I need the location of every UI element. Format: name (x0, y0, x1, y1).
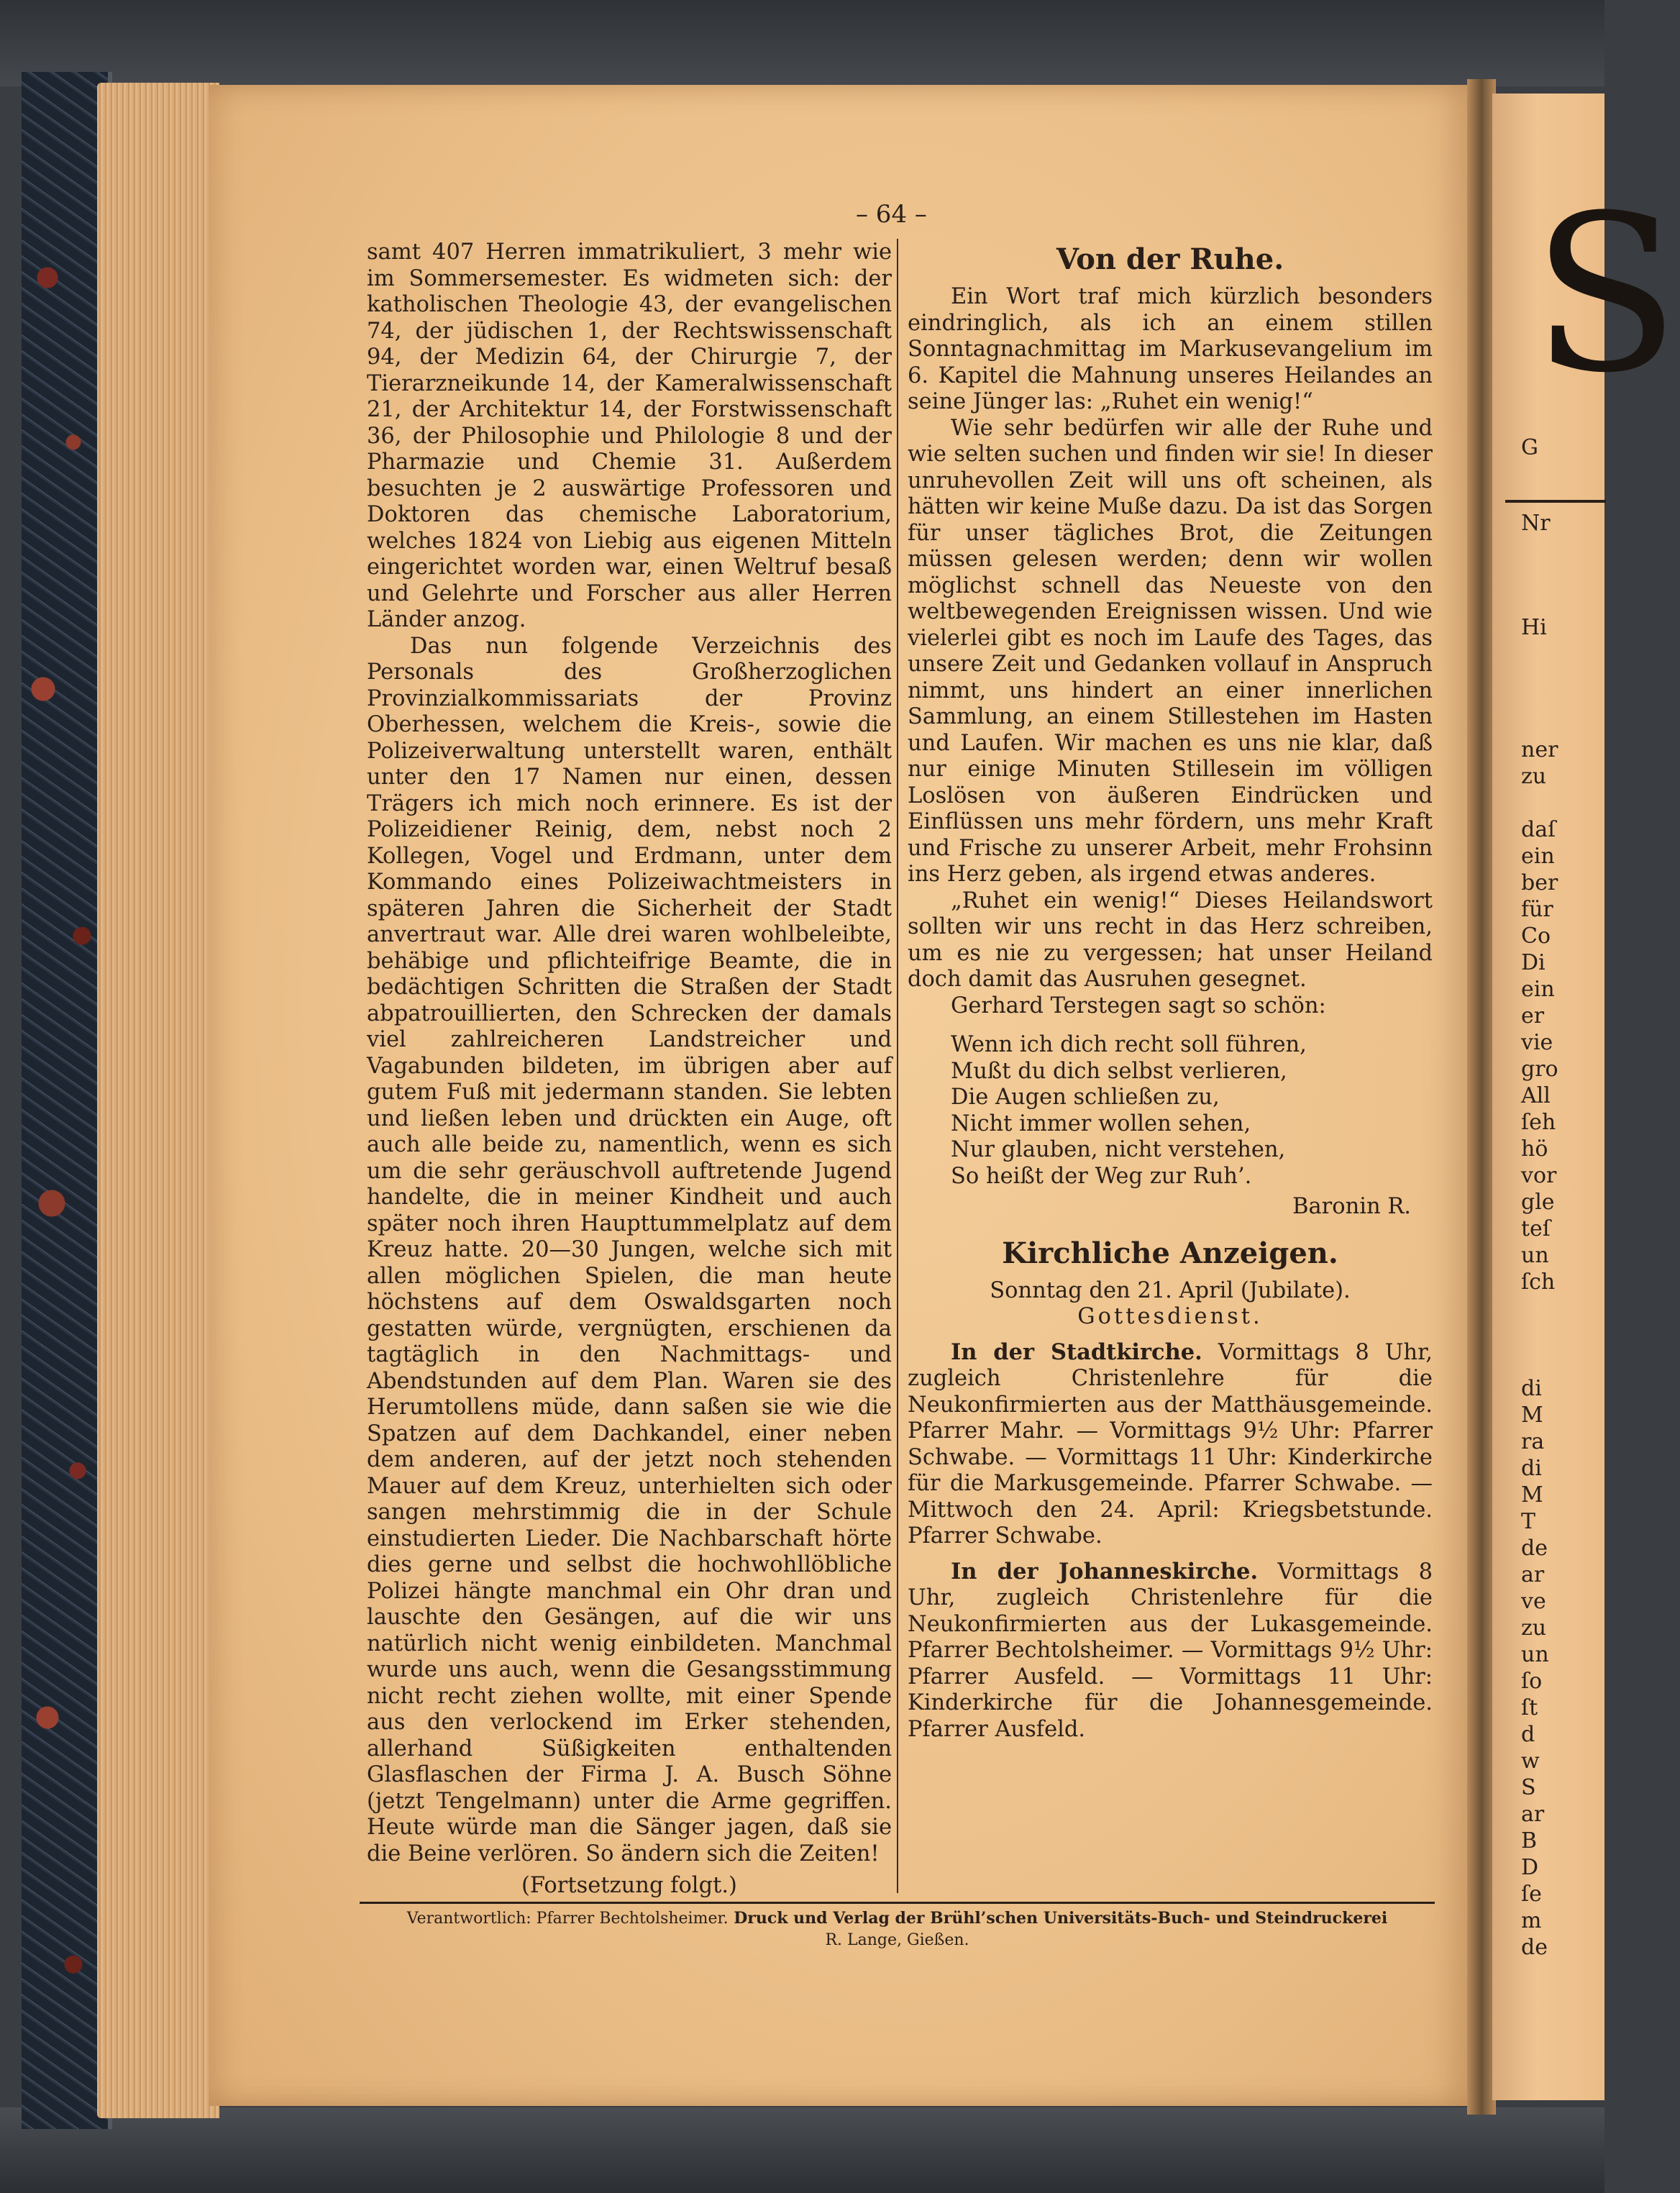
continuation-note: (Fortsetzung folgt.) (521, 1873, 737, 1898)
facing-line: für (1521, 897, 1553, 922)
facing-line: gro (1521, 1057, 1558, 1082)
column-divider (897, 239, 898, 1893)
stadtkirche-label: In der Stadtkirche. (951, 1339, 1202, 1365)
facing-line: ſe (1521, 1882, 1542, 1907)
book-gutter (1467, 79, 1496, 2115)
poem-line: Wenn ich dich recht soll führen, (951, 1032, 1307, 1057)
facing-line: Di (1521, 950, 1546, 975)
facing-line: ar (1521, 1562, 1545, 1587)
facing-line: d (1521, 1722, 1535, 1747)
facing-header-rule (1505, 500, 1606, 503)
stadtkirche-text: Vormittags 8 Uhr, zugleich Christenlehre für die Neukonfirmierten aus der Matthäusgemeinde. Pfarrer Mahr. — Vormittags 9½ Uhr: Pfarrer Schwabe. — Vormittags 11 Uhr: Kinderkirche für die Markusgemeinde. Pfarrer Schwabe. — Mittwoch den 24. April: Kriegsbetstunde. Pfarrer Schwabe. (908, 1339, 1433, 1549)
facing-line: hö (1521, 1136, 1548, 1162)
facing-line: D (1521, 1855, 1539, 1880)
facing-line (1521, 1323, 1558, 1349)
article-paragraph-2: Wie sehr bedürfen wir alle der Ruhe und wie selten suchen und finden wir sie! In dieser unruhevollen Zeit will uns oft scheinen, als hätten wir keine Muße dazu. Da ist das Sorgen für unser tägliches Brot, die Zeitungen müssen gelesen werden; denn wir wollen möglichst schnell das Neueste von den weltbewegenden Ereignissen wissen. Und wie vielerlei gibt es noch im Laufe des Tages, das unsere Zeit und Gedanken vollauf in Anspruch nimmt, uns hindert an einer innerlichen Sammlung, an einem Stillestehen im Hasten und Laufen. Wir machen es uns nie klar, daß nur einige Minuten Stillesein im völligen Loslösen von äußeren Eindrücken und Einflüssen uns mehr fördern, uns mehr Kraft und Frische zu unserer Arbeit, mehr Frohsinn ins Herz geben, als irgend etwas anderes. (908, 415, 1433, 887)
facing-line: ſeh (1521, 1110, 1556, 1135)
facing-page-initial: S (1532, 169, 1680, 420)
facing-line: Co (1521, 924, 1551, 949)
stadtkirche-entry (908, 1339, 1433, 1550)
facing-line: di (1521, 1456, 1542, 1481)
facing-line: ein (1521, 844, 1555, 869)
facing-line: ſt (1521, 1695, 1538, 1720)
poem-line: Nicht immer wollen sehen, (951, 1111, 1251, 1136)
scanner-background-top (0, 0, 1604, 86)
facing-line: un (1521, 1642, 1549, 1667)
facing-line: di (1521, 1376, 1542, 1401)
facing-line: M (1521, 1482, 1543, 1508)
responsible-editor: Verantwortlich: Pfarrer Bechtolsheimer. (406, 1910, 729, 1928)
facing-line: ber (1521, 870, 1558, 895)
facing-line: de (1521, 1536, 1548, 1561)
service-date: Sonntag den 21. April (Jubilate). (990, 1277, 1351, 1303)
facing-line: ſo (1521, 1669, 1543, 1694)
left-paragraph-1: samt 407 Herren immatrikuliert, 3 mehr wie im Sommersemester. Es widmeten sich: der katholischen Theologie 43, der evangelischen 74, der jüdischen 1, der Rechtswissenschaft 94, der Medizin 64, der Chirurgie 7, der Tierarzneikunde 14, der Kameralwissenschaft 21, der Architektur 14, der Forstwissenschaft 36, der Philosophie und Philologie 8 und der Pharmazie und Chemie 31. Außerdem besuchten je 2 auswärtige Professoren und Doktoren das chemische Laboratorium, welches 1824 von Liebig aus eigenen Mitteln eingerichtet worden war, einen Weltruf besaß und Gelehrte und Forscher aus aller Herren Länder anzog. (367, 240, 892, 632)
publisher-name: R. Lange, Gießen. (825, 1931, 969, 1949)
poem-line: Nur glauben, nicht verstehen, (951, 1137, 1286, 1162)
facing-fragment: G (1521, 435, 1538, 460)
facing-line: er (1521, 1003, 1545, 1029)
announcements-heading: Kirchliche Anzeigen. (1002, 1236, 1338, 1270)
footer-rule (360, 1902, 1435, 1904)
service-title: Gottesdienst. (1077, 1304, 1263, 1329)
facing-line: daſ (1521, 817, 1556, 842)
facing-line: un (1521, 1243, 1549, 1268)
facing-line-fragments (1521, 737, 1558, 1961)
facing-line: de (1521, 1935, 1548, 1960)
facing-line: S (1521, 1775, 1536, 1800)
facing-line: teſ (1521, 1216, 1551, 1241)
facing-line: w (1521, 1749, 1540, 1774)
scanner-background-bottom (0, 2107, 1604, 2193)
facing-fragment: Nr (1521, 511, 1551, 536)
facing-line: T (1521, 1509, 1536, 1534)
facing-line: ſch (1521, 1269, 1556, 1295)
facing-line: vie (1521, 1030, 1553, 1055)
facing-line: gle (1521, 1190, 1555, 1215)
page-number: – 64 – (856, 200, 927, 229)
johanneskirche-label: In der Johanneskirche. (951, 1558, 1259, 1585)
facing-line: ar (1521, 1802, 1545, 1827)
left-column (367, 240, 892, 1900)
article-heading: Von der Ruhe. (1056, 242, 1284, 276)
facing-line: ra (1521, 1429, 1545, 1454)
imprint-footer (360, 1907, 1435, 1951)
facing-line: vor (1521, 1163, 1557, 1188)
facing-line: All (1521, 1083, 1551, 1108)
facing-line: zu (1521, 1615, 1547, 1641)
publisher: Druck und Verlag der Brühl’schen Universitäts-Buch- und Steindruckerei (728, 1909, 1388, 1928)
poem-line: Die Augen schließen zu, (951, 1085, 1220, 1110)
facing-line (1521, 1349, 1558, 1376)
poem (908, 1032, 1433, 1190)
facing-line: ve (1521, 1589, 1546, 1614)
right-column (908, 240, 1433, 1743)
facing-line: B (1521, 1828, 1538, 1854)
article-paragraph-4: Gerhard Terstegen sagt so schön: (951, 993, 1326, 1018)
article-signature: Baronin R. (1292, 1194, 1411, 1219)
poem-line: Mußt du dich selbst verlieren, (951, 1058, 1287, 1084)
facing-line: M (1521, 1403, 1543, 1428)
facing-line: zu (1521, 764, 1547, 789)
article-paragraph-1: Ein Wort traf mich kürzlich besonders eindringlich, als ich an einem stillen Sonntagnachmittag im Markusevangelium im 6. Kapitel die Mahnung unseres Heilandes an seine Jünger las: „Ruhet ein wenig!“ (908, 284, 1433, 414)
facing-line: m (1521, 1908, 1542, 1933)
article-paragraph-3: „Ruhet ein wenig!“ Dieses Heilandswort sollten wir uns recht in das Herz schreiben, um es nie zu vergessen; hat unser Heiland doch damit das Ausruhen gesegnet. (908, 888, 1433, 992)
facing-page (1492, 94, 1680, 2100)
left-paragraph-2: Das nun folgende Verzeichnis des Personals des Großherzoglichen Provinzialkommissariats der Provinz Oberhessen, welchem die Kreis-, sowie die Polizeiverwaltung unterstellt waren, enthält unter den 17 Namen nur einen, dessen Trägers ich mich noch erinnere. Es ist der Polizeidiener Reinig, dem, nebst noch 2 Kollegen, Vogel und Erdmann, unter dem Kommando eines Polizeiwachtmeisters in späteren Jahren die Sicherheit der Stadt anvertraut war. Alle drei waren wohlbeleibte, behäbige und pflichteifrige Beamte, die in bedächtigen Schritten die Straßen der Stadt abpatrouillierten, den Schrecken der damals viel zahlreicheren Landstreicher und Vagabunden bildeten, im übrigen aber auf gutem Fuß mit jedermann standen. Sie lebten und ließen leben und drückten ein Auge, oft auch alle beide zu, namentlich, wenn es sich um die sehr geräuschvoll auftretende Jugend handelte, die in meiner Kindheit und auch später noch ihren Haupttummelplatz auf dem Kreuz hatte. 20—30 Jungen, welche sich mit allen möglichen Spielen, die man heute höchstens auf dem Oswaldsgarten noch gestatten würde, vergnügten, erschienen da tagtäglich in den Nachmittags- und Abendstunden auf dem Plan. Waren sie des Herumtollens müde, dann saßen sie wie die Spatzen auf dem Dachkandel, einer neben dem anderen, auf der jetzt noch stehenden Mauer auf dem Kreuz, unterhielten sich oder sangen mehrstimmig die in der Schule einstudierten Lieder. Die Nachbarschaft hörte dies gerne und selbst die hochwohllöbliche Polizei hängte manchmal ein Ohr dran und lauschte den Gesängen, auf die wir uns natürlich nicht wenig einbildeten. Manchmal wurde uns auch, wenn die Gesangsstimmung nicht recht ziehen wollte, mit einer Spende aus den verlockend im Erker stehenden, allerhand Süßigkeiten enthaltenden Glasflaschen der Firma J. A. Busch Söhne (jetzt Tengelmann) unter die Arme gegriffen. Heute würde man die Sänger jagen, daß sie die Beine verlören. So ändern sich die Zeiten! (367, 633, 892, 1866)
johanneskirche-text: Vormittags 8 Uhr, zugleich Christenlehre für die Neukonfirmierten aus der Lukasgemeinde. Pfarrer Bechtolsheimer. — Vormittags 9½ Uhr: Pfarrer Ausfeld. — Vormittags 11 Uhr: Kinderkirche für die Johannesgemeinde. Pfarrer Ausfeld. (908, 1559, 1433, 1742)
facing-fragment: Hi (1521, 615, 1547, 640)
facing-line (1521, 790, 1558, 817)
facing-line: ner (1521, 737, 1558, 762)
johanneskirche-entry (908, 1559, 1433, 1743)
facing-line: ein (1521, 977, 1555, 1002)
poem-line: So heißt der Weg zur Ruh’. (951, 1163, 1252, 1189)
page-edge-stack (97, 83, 219, 2118)
facing-line (1521, 1296, 1558, 1323)
